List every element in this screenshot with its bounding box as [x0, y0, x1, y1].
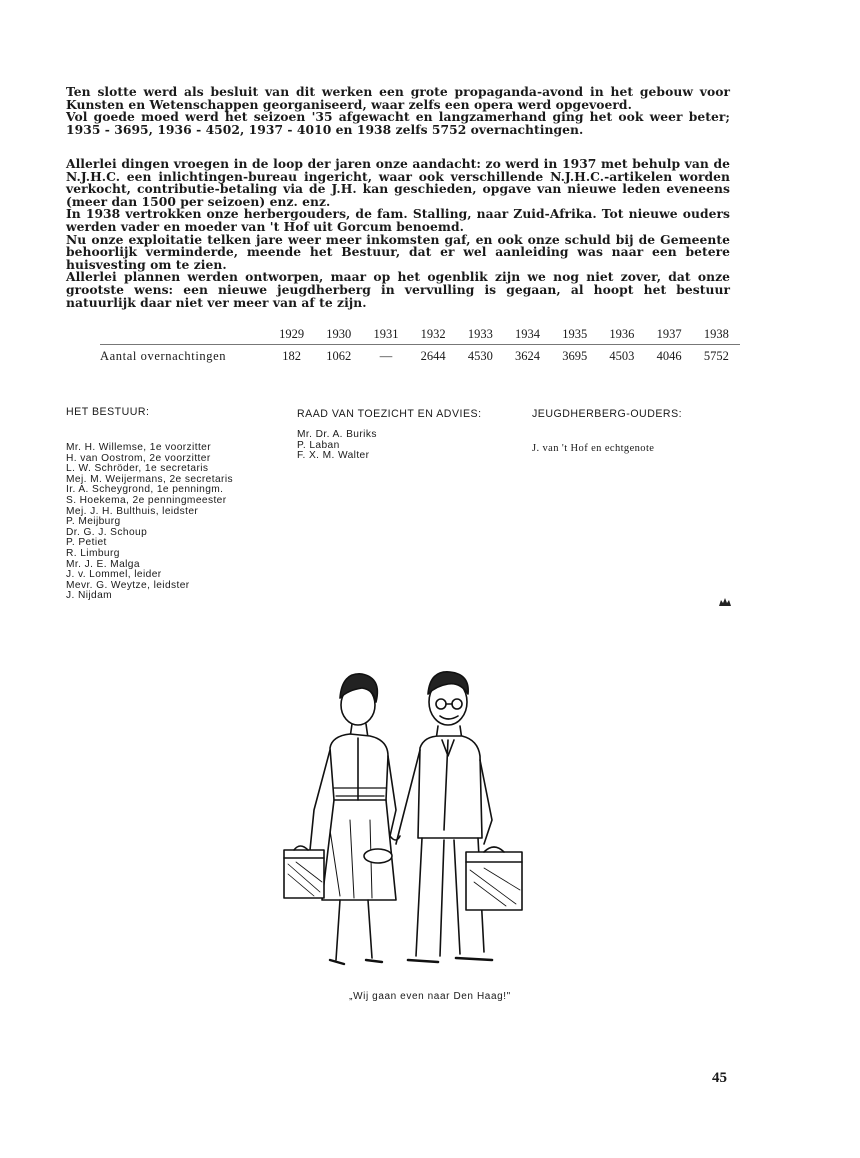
list-item: J. Nijdam — [66, 590, 113, 602]
stats-value-cell: 3624 — [515, 349, 541, 363]
board-column — [66, 407, 286, 602]
stats-value-cell: 1062 — [326, 349, 352, 363]
list-item: H. van Oostrom, 2e voorzitter — [66, 452, 211, 464]
stats-year-cell: 1933 — [457, 325, 504, 345]
stats-year-cell: 1936 — [598, 325, 645, 345]
intro-text-block — [66, 86, 730, 136]
list-item: S. Hoekema, 2e penningmeester — [66, 494, 227, 506]
stats-row-label: Aantal overnachtingen — [100, 349, 227, 363]
paragraph: Vol goede moed werd het seizoen '35 afgewacht en langzamerhand ging het ook weer beter; 1935 - 3695, 1936 - 4502, 1937 - 4010 en 1938 zelfs 5752 overnachtingen. — [66, 109, 730, 137]
paragraph: Allerlei plannen werden ontworpen, maar op het ogenblik zijn we nog niet zover, dat onze grootste wens: een nieuwe jeugdherberg in vervulling is gegaan, al hoopt het bestuur natuurlijk daar niet ver meer van af te zijn. — [66, 269, 730, 310]
stats-value-cell: — — [379, 349, 393, 363]
board-heading: HET BESTUUR: — [66, 406, 150, 418]
stats-value-cell: 4046 — [656, 349, 682, 363]
list-item: Ir. A. Scheygrond, 1e penningm. — [66, 484, 224, 496]
list-item: R. Limburg — [66, 547, 120, 559]
stats-year-cell: 1937 — [646, 325, 693, 345]
couple-with-suitcases-illustration — [270, 660, 540, 980]
stats-value-cell: 5752 — [703, 349, 729, 363]
list-item: J. v. Lommel, leider — [66, 569, 162, 581]
list-item: Mr. H. Willemse, 1e voorzitter — [66, 442, 212, 453]
list-item: Mr. J. E. Malga — [66, 558, 140, 570]
list-item: Mej. M. Weijermans, 2e secretaris — [66, 473, 233, 485]
paragraph: Allerlei dingen vroegen in de loop der jaren onze aandacht: zo werd in 1937 met behulp van de N.J.H.C. een inlichtingen-bureau ingericht, waar ook verschillende N.J.H.C.-artikelen worden verkocht, contributie-betaling via de J.H. kan geschieden, opgave van nieuwe leden eveneens (meer dan 1500 per seizoen) enz. enz. — [66, 156, 730, 209]
paragraph: Ten slotte werd als besluit van dit werken een grote propaganda-avond in het gebouw voor Kunsten en Wetenschappen georganiseerd, waar zelfs een opera werd opgevoerd. — [66, 84, 730, 112]
stats-year-cell: 1930 — [315, 325, 362, 345]
stats-values-row — [100, 345, 740, 367]
history-text-block — [66, 158, 730, 309]
list-item: Dr. G. J. Schoup — [66, 526, 148, 538]
illustration-caption: „Wij gaan even naar Den Haag!" — [349, 991, 511, 1002]
paragraph: In 1938 vertrokken onze herbergouders, de fam. Stalling, naar Zuid-Afrika. Tot nieuwe ouders werden vader en moeder van 't Hof uit Gorcum benoemd. — [66, 206, 730, 234]
stats-year-cell: 1935 — [551, 325, 598, 345]
council-member-list — [297, 430, 487, 462]
list-item: F. X. M. Walter — [297, 450, 370, 462]
supervisory-council-column — [297, 409, 487, 462]
stats-value-cell: 4503 — [609, 349, 635, 363]
list-item: J. van 't Hof en echtgenote — [532, 443, 655, 454]
list-item: L. W. Schröder, 1e secretaris — [66, 463, 209, 475]
stats-years-row — [100, 325, 740, 345]
stats-year-cell: 1931 — [362, 325, 409, 345]
council-heading: RAAD VAN TOEZICHT EN ADVIES: — [297, 408, 482, 420]
small-ornament-icon — [718, 597, 732, 607]
list-item: P. Meijburg — [66, 516, 121, 528]
stats-year-cell: 1938 — [693, 325, 740, 345]
parents-list — [532, 444, 742, 455]
stats-year-cell: 1932 — [410, 325, 457, 345]
stats-value-cell: 2644 — [420, 349, 446, 363]
page-number: 45 — [712, 1070, 727, 1086]
hostel-parents-column — [532, 409, 742, 455]
overnight-stats-table — [100, 325, 740, 366]
list-item: P. Petiet — [66, 537, 107, 549]
stats-value-cell: 4530 — [467, 349, 493, 363]
list-item: Mr. Dr. A. Buriks — [297, 429, 377, 440]
list-item: Mevr. G. Weytze, leidster — [66, 579, 190, 591]
stats-year-cell: 1929 — [268, 325, 315, 345]
stats-value-cell: 182 — [282, 349, 301, 363]
board-member-list — [66, 443, 286, 602]
list-item: Mej. J. H. Bulthuis, leidster — [66, 505, 199, 517]
paragraph: Nu onze exploitatie telken jare weer meer inkomsten gaf, en ook onze schuld bij de Gemeente behoorlijk verminderde, meende het Bestuur, dat er wel aanleiding was naar een betere huisvesting om te zien. — [66, 231, 730, 272]
parents-heading: JEUGDHERBERG-OUDERS: — [532, 408, 683, 420]
stats-value-cell: 3695 — [562, 349, 588, 363]
stats-year-cell: 1934 — [504, 325, 551, 345]
list-item: P. Laban — [297, 439, 340, 451]
